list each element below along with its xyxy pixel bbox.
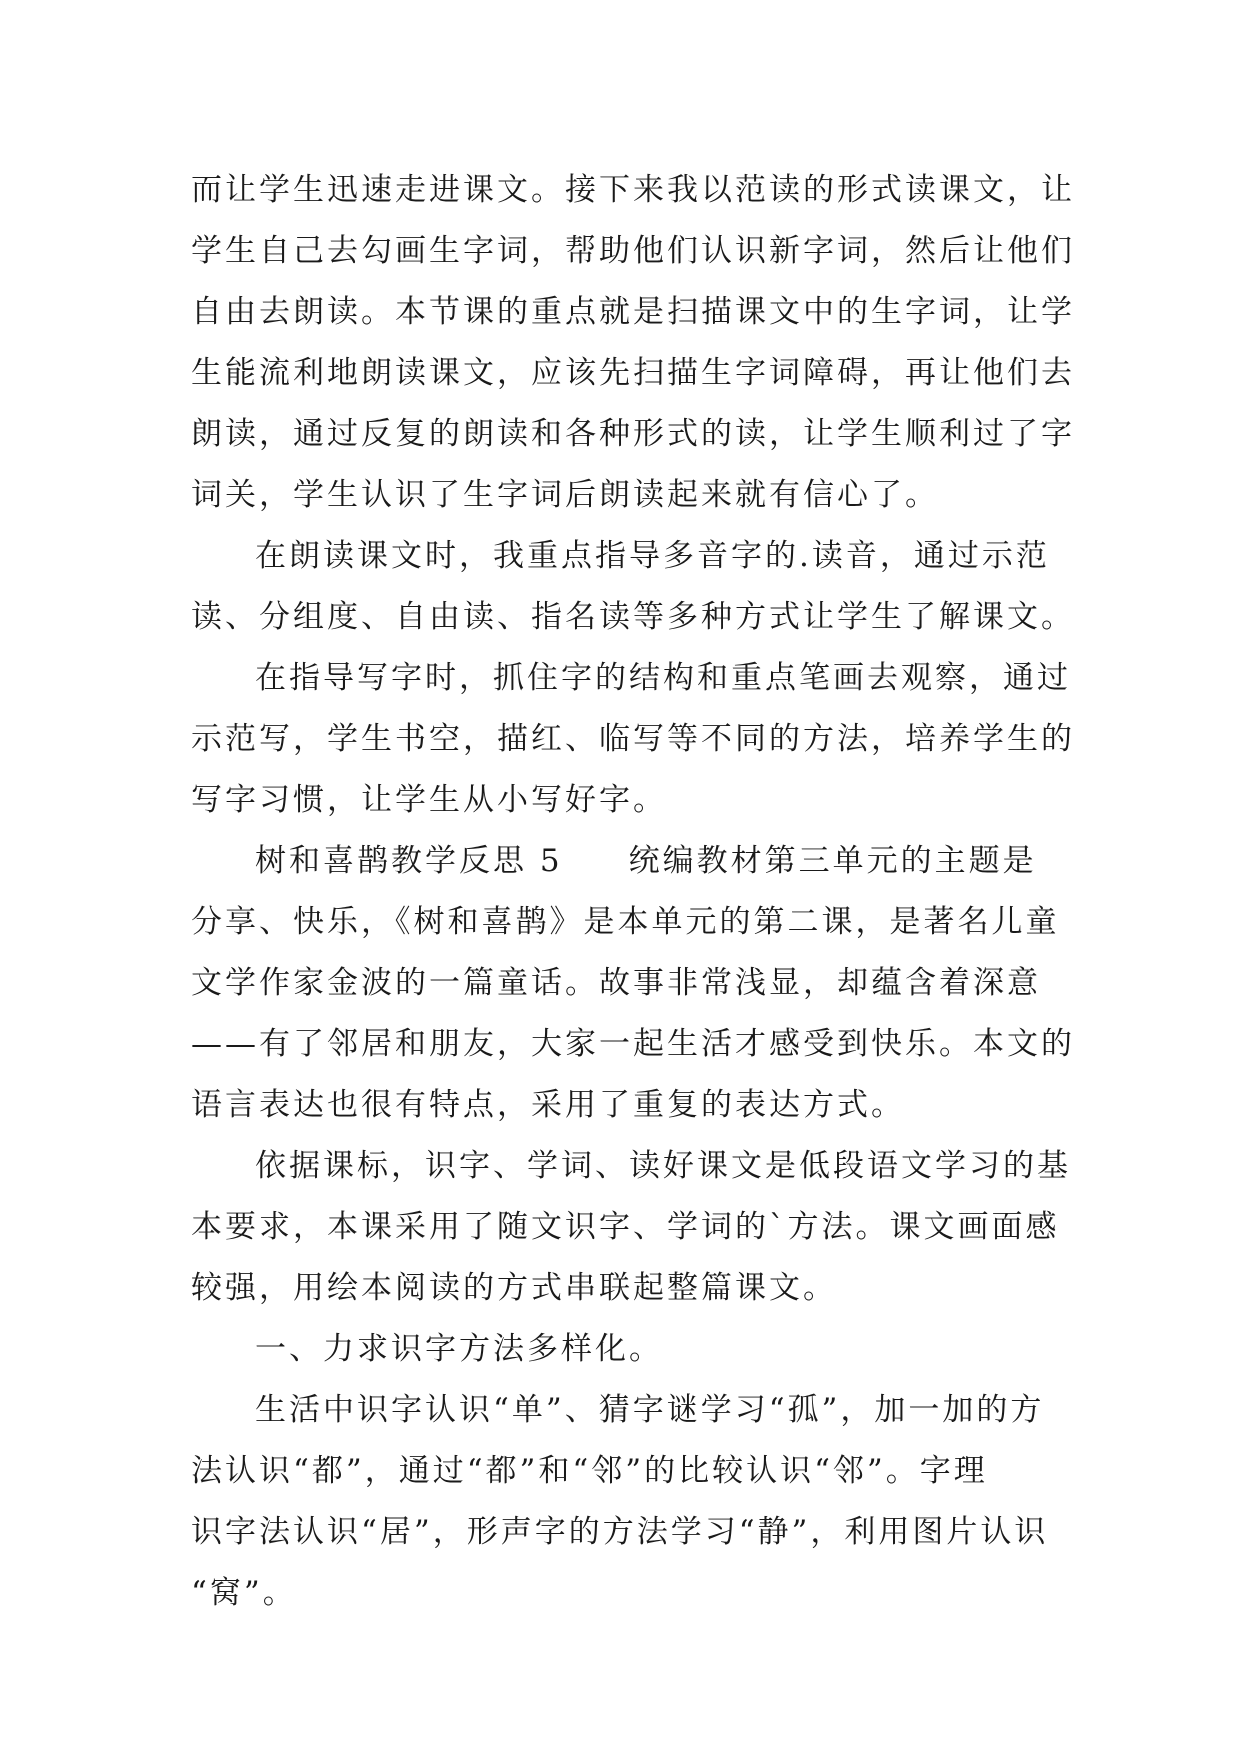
text-line: 而让学生迅速走进课文。接下来我以范读的形式读课文，让: [191, 172, 1075, 208]
section-heading-line: [191, 831, 1051, 892]
text-line: 读、分组度、自由读、指名读等多种方式让学生了解课文。: [191, 599, 1075, 635]
text-line: 学生自己去勾画生字词，帮助他们认识新字词，然后让他们: [191, 233, 1075, 269]
text-line: “窝”。: [191, 1575, 297, 1611]
text-line: 本要求，本课采用了随文识字、学词的`方法。课文画面感: [191, 1209, 1060, 1245]
text-line: 在朗读课文时，我重点指导多音字的.读音，通过示范: [255, 538, 1050, 574]
text-line: 写字习惯，让学生从小写好字。: [191, 782, 667, 818]
text-line: 法认识“都”，通过“都”和“邻”的比较认识“邻”。字理: [191, 1453, 988, 1489]
text-line: 语言表达也很有特点，采用了重复的表达方式。: [191, 1087, 905, 1123]
text-line: 在指导写字时，抓住字的结构和重点笔画去观察，通过: [255, 660, 1071, 696]
text-line: 生能流利地朗读课文，应该先扫描生字词障碍，再让他们去: [191, 355, 1075, 391]
text-line: 识字法认识“居”，形声字的方法学习“静”，利用图片认识: [191, 1514, 1049, 1550]
text-line: ——有了邻居和朋友，大家一起生活才感受到快乐。本文的: [191, 1026, 1075, 1062]
section-heading: 树和喜鹊教学反思 5: [255, 843, 563, 879]
text-line: 生活中识字认识“单”、猜字谜学习“孤”，加一加的方: [255, 1392, 1045, 1428]
document-body: [191, 160, 1075, 1624]
text-line: 依据课标，识字、学词、读好课文是低段语文学习的基: [255, 1148, 1071, 1184]
text-line: 词关，学生认识了生字词后朗读起来就有信心了。: [191, 477, 939, 513]
text-line: 统编教材第三单元的主题是: [628, 843, 1037, 879]
text-line: 文学作家金波的一篇童话。故事非常浅显，却蕴含着深意: [191, 965, 1041, 1001]
text-line: 示范写，学生书空，描红、临写等不同的方法，培养学生的: [191, 721, 1075, 757]
text-line: 分享、快乐，《树和喜鹊》是本单元的第二课，是著名儿童: [191, 904, 1060, 940]
subheading-line: 一、力求识字方法多样化。: [255, 1331, 663, 1367]
text-line: 自由去朗读。本节课的重点就是扫描课文中的生字词，让学: [191, 294, 1075, 330]
text-line: 较强，用绘本阅读的方式串联起整篇课文。: [191, 1270, 837, 1306]
text-line: 朗读，通过反复的朗读和各种形式的读，让学生顺利过了字: [191, 416, 1075, 452]
